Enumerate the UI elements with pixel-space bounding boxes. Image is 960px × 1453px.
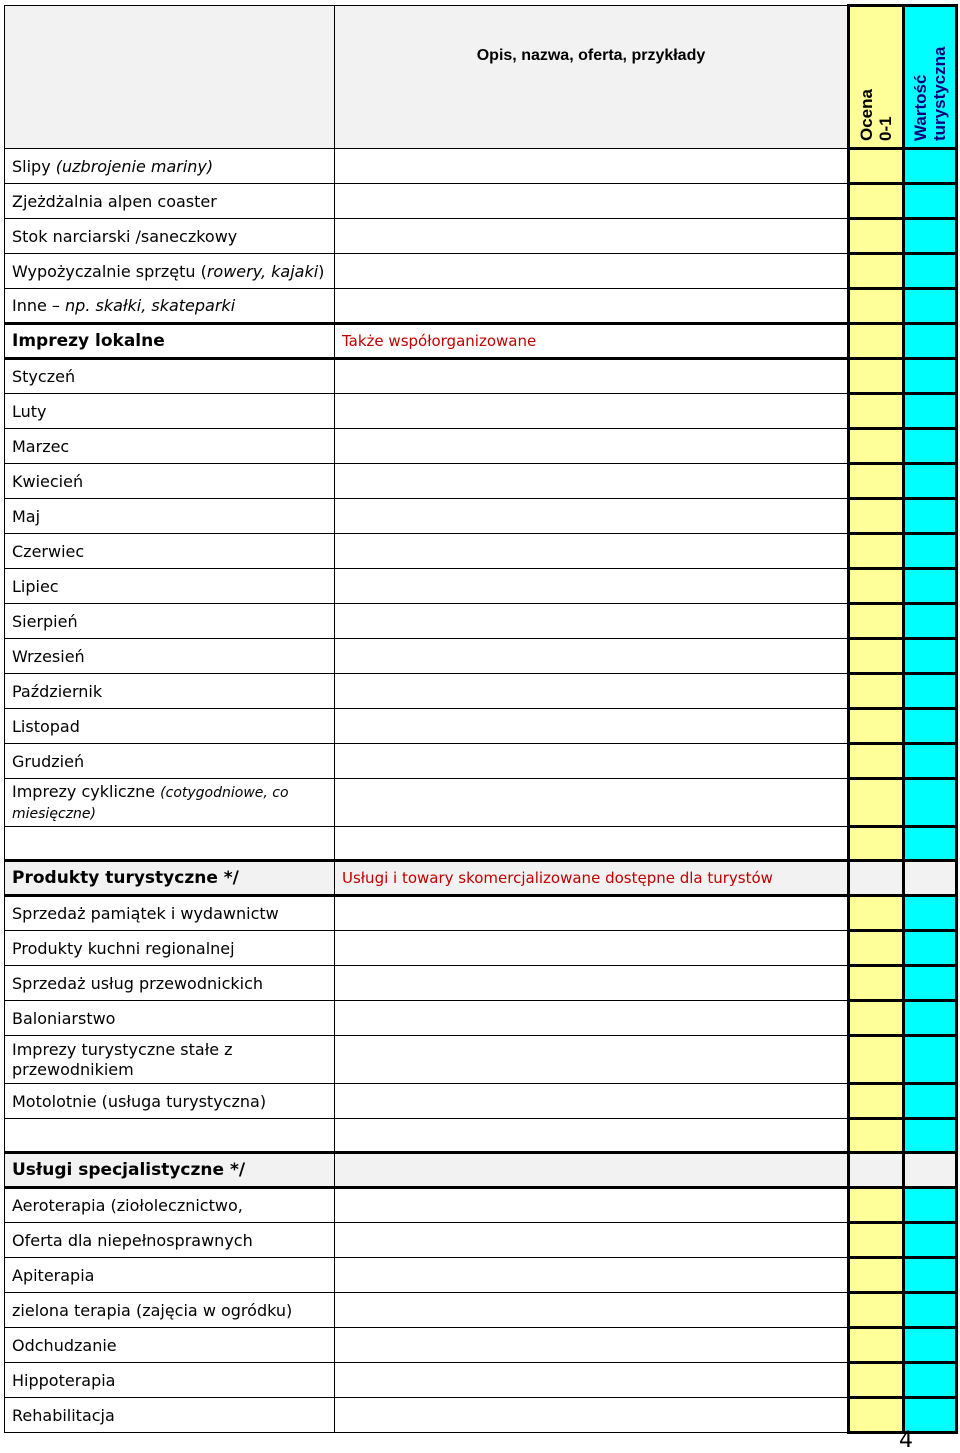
- section-header-row: [5, 1153, 957, 1188]
- spacer-row: [5, 1119, 957, 1153]
- section-header-row: [5, 324, 957, 359]
- value-cell[interactable]: [904, 896, 957, 931]
- month-label: Czerwiec: [5, 534, 335, 569]
- table-row: [5, 1363, 957, 1398]
- value-cell[interactable]: [904, 861, 957, 896]
- score-cell[interactable]: [849, 896, 904, 931]
- score-cell[interactable]: [849, 1084, 904, 1119]
- value-cell[interactable]: [904, 674, 957, 709]
- table-row: [5, 604, 957, 639]
- description-cell[interactable]: [335, 149, 849, 184]
- value-cell[interactable]: [904, 1036, 957, 1084]
- spacer-row: [5, 827, 957, 861]
- value-cell[interactable]: [904, 569, 957, 604]
- value-cell[interactable]: [904, 709, 957, 744]
- description-cell[interactable]: [335, 966, 849, 1001]
- value-cell[interactable]: [904, 149, 957, 184]
- value-cell[interactable]: [904, 289, 957, 324]
- description-cell[interactable]: [335, 1223, 849, 1258]
- row-label: Oferta dla niepełnosprawnych: [5, 1223, 335, 1258]
- row-label: Baloniarstwo: [5, 1001, 335, 1036]
- table-row: [5, 219, 957, 254]
- description-cell[interactable]: [335, 429, 849, 464]
- table-row: [5, 359, 957, 394]
- table-row: [5, 1036, 957, 1084]
- description-cell[interactable]: [335, 1398, 849, 1433]
- score-cell[interactable]: [849, 464, 904, 499]
- row-label: Odchudzanie: [5, 1328, 335, 1363]
- row-label: Wypożyczalnie sprzętu (rowery, kajaki): [5, 254, 335, 289]
- description-cell[interactable]: [335, 1258, 849, 1293]
- description-cell[interactable]: [335, 709, 849, 744]
- value-cell[interactable]: [904, 966, 957, 1001]
- table-row: [5, 254, 957, 289]
- table-row: [5, 1223, 957, 1258]
- value-cell[interactable]: [904, 744, 957, 779]
- description-cell[interactable]: [335, 184, 849, 219]
- description-cell[interactable]: [335, 674, 849, 709]
- month-label: Sierpień: [5, 604, 335, 639]
- description-cell[interactable]: [335, 744, 849, 779]
- month-label: Październik: [5, 674, 335, 709]
- row-label: Stok narciarski /saneczkowy: [5, 219, 335, 254]
- score-cell[interactable]: [849, 1036, 904, 1084]
- score-cell[interactable]: [849, 1258, 904, 1293]
- score-cell[interactable]: [849, 709, 904, 744]
- description-cell[interactable]: [335, 569, 849, 604]
- table-row: [5, 149, 957, 184]
- score-cell[interactable]: [849, 1223, 904, 1258]
- description-cell[interactable]: [335, 1363, 849, 1398]
- row-label: Imprezy cykliczne (cotygodniowe, co miesięczne): [5, 779, 335, 827]
- table-row: [5, 709, 957, 744]
- description-cell[interactable]: [335, 1001, 849, 1036]
- month-label: Styczeń: [5, 359, 335, 394]
- score-cell[interactable]: [849, 429, 904, 464]
- score-cell[interactable]: [849, 966, 904, 1001]
- score-cell[interactable]: [849, 1001, 904, 1036]
- row-label: Hippoterapia: [5, 1363, 335, 1398]
- table-row: [5, 499, 957, 534]
- value-cell[interactable]: [904, 499, 957, 534]
- score-cell[interactable]: [849, 1328, 904, 1363]
- table-row: [5, 779, 957, 827]
- score-cell[interactable]: [849, 1188, 904, 1223]
- tourism-assessment-table: [4, 4, 958, 1434]
- table-row: [5, 534, 957, 569]
- value-cell[interactable]: [904, 1153, 957, 1188]
- month-label: Kwiecień: [5, 464, 335, 499]
- score-cell[interactable]: [849, 1363, 904, 1398]
- value-cell[interactable]: [904, 1188, 957, 1223]
- score-cell[interactable]: [849, 604, 904, 639]
- table-row: [5, 429, 957, 464]
- value-cell[interactable]: [904, 1293, 957, 1328]
- value-cell[interactable]: [904, 394, 957, 429]
- row-label: zielona terapia (zajęcia w ogródku): [5, 1293, 335, 1328]
- value-cell[interactable]: [904, 1001, 957, 1036]
- value-cell[interactable]: [904, 219, 957, 254]
- description-cell[interactable]: [335, 1084, 849, 1119]
- description-cell[interactable]: [335, 499, 849, 534]
- row-label: Aeroterapia (ziołolecznictwo,: [5, 1188, 335, 1223]
- score-cell[interactable]: [849, 861, 904, 896]
- row-label: Slipy (uzbrojenie mariny): [5, 149, 335, 184]
- score-cell[interactable]: [849, 639, 904, 674]
- month-label: Lipiec: [5, 569, 335, 604]
- month-label: Luty: [5, 394, 335, 429]
- table-row: [5, 1293, 957, 1328]
- description-cell[interactable]: [335, 931, 849, 966]
- section-note: Usługi i towary skomercjalizowane dostępne dla turystów: [335, 861, 849, 896]
- table-row: [5, 289, 957, 324]
- score-cell[interactable]: [849, 674, 904, 709]
- description-cell[interactable]: [335, 254, 849, 289]
- description-cell[interactable]: [335, 219, 849, 254]
- table-row: [5, 464, 957, 499]
- header-value: [904, 6, 957, 149]
- spacer-cell: [5, 1119, 335, 1153]
- table-row: [5, 931, 957, 966]
- description-cell[interactable]: [335, 394, 849, 429]
- value-cell[interactable]: [904, 1119, 957, 1153]
- value-cell[interactable]: [904, 464, 957, 499]
- spacer-cell: [335, 1119, 849, 1153]
- month-label: Listopad: [5, 709, 335, 744]
- table-row: [5, 1001, 957, 1036]
- value-cell[interactable]: [904, 534, 957, 569]
- value-cell[interactable]: [904, 827, 957, 861]
- description-cell[interactable]: [335, 464, 849, 499]
- score-cell[interactable]: [849, 254, 904, 289]
- table-row: [5, 1328, 957, 1363]
- score-cell[interactable]: [849, 1153, 904, 1188]
- score-cell[interactable]: [849, 744, 904, 779]
- score-cell[interactable]: [849, 499, 904, 534]
- row-label: Inne – np. skałki, skateparki: [5, 289, 335, 324]
- row-label: Sprzedaż usług przewodnickich: [5, 966, 335, 1001]
- value-cell[interactable]: [904, 779, 957, 827]
- table-row: [5, 1188, 957, 1223]
- header-description: Opis, nazwa, oferta, przykłady: [335, 6, 849, 149]
- description-cell[interactable]: [335, 779, 849, 827]
- row-label: Imprezy turystyczne stałe z przewodnikiem: [5, 1036, 335, 1084]
- score-cell[interactable]: [849, 827, 904, 861]
- section-note: Także współorganizowane: [335, 324, 849, 359]
- table-row: [5, 1258, 957, 1293]
- header-score: [849, 6, 904, 149]
- header-blank-cell: [5, 6, 335, 149]
- month-label: Maj: [5, 499, 335, 534]
- score-cell[interactable]: [849, 219, 904, 254]
- score-cell[interactable]: [849, 289, 904, 324]
- table-row: [5, 184, 957, 219]
- value-cell[interactable]: [904, 931, 957, 966]
- description-cell[interactable]: [335, 534, 849, 569]
- value-cell[interactable]: [904, 1084, 957, 1119]
- header-row: [5, 6, 957, 149]
- table-row: [5, 394, 957, 429]
- description-cell[interactable]: [335, 604, 849, 639]
- month-label: Wrzesień: [5, 639, 335, 674]
- score-cell[interactable]: [849, 394, 904, 429]
- value-cell[interactable]: [904, 1328, 957, 1363]
- row-label: Produkty kuchni regionalnej: [5, 931, 335, 966]
- description-cell[interactable]: [335, 896, 849, 931]
- score-cell[interactable]: [849, 1398, 904, 1433]
- row-label: Apiterapia: [5, 1258, 335, 1293]
- table-row: [5, 896, 957, 931]
- table-row: [5, 639, 957, 674]
- spacer-cell: [5, 827, 335, 861]
- section-note-empty: [335, 1153, 849, 1188]
- value-cell[interactable]: [904, 429, 957, 464]
- score-cell[interactable]: [849, 149, 904, 184]
- description-cell[interactable]: [335, 1188, 849, 1223]
- score-cell[interactable]: [849, 534, 904, 569]
- section-title-produkty: Produkty turystyczne */: [5, 861, 335, 896]
- section-title-imprezy-lokalne: Imprezy lokalne: [5, 324, 335, 359]
- section-header-row: [5, 861, 957, 896]
- description-cell[interactable]: [335, 1036, 849, 1084]
- table-row: [5, 744, 957, 779]
- description-cell[interactable]: [335, 639, 849, 674]
- score-cell[interactable]: [849, 931, 904, 966]
- value-cell[interactable]: [904, 359, 957, 394]
- score-cell[interactable]: [849, 324, 904, 359]
- description-cell[interactable]: [335, 1293, 849, 1328]
- score-cell[interactable]: [849, 359, 904, 394]
- value-cell[interactable]: [904, 1363, 957, 1398]
- score-cell[interactable]: [849, 569, 904, 604]
- value-cell[interactable]: [904, 324, 957, 359]
- month-label: Grudzień: [5, 744, 335, 779]
- value-cell[interactable]: [904, 1223, 957, 1258]
- row-label: Rehabilitacja: [5, 1398, 335, 1433]
- row-label: Motolotnie (usługa turystyczna): [5, 1084, 335, 1119]
- value-cell[interactable]: [904, 604, 957, 639]
- row-label: Sprzedaż pamiątek i wydawnictw: [5, 896, 335, 931]
- value-heading: Wartość turystyczna: [911, 46, 949, 141]
- page-number: 4: [899, 1428, 913, 1453]
- score-cell[interactable]: [849, 779, 904, 827]
- table-row: [5, 674, 957, 709]
- row-label: Zjeżdżalnia alpen coaster: [5, 184, 335, 219]
- score-cell[interactable]: [849, 184, 904, 219]
- section-title-uslugi: Usługi specjalistyczne */: [5, 1153, 335, 1188]
- spacer-cell: [335, 827, 849, 861]
- table-row: [5, 569, 957, 604]
- assessment-sheet: [4, 4, 958, 1434]
- table-row: [5, 966, 957, 1001]
- value-cell[interactable]: [904, 254, 957, 289]
- score-cell[interactable]: [849, 1119, 904, 1153]
- table-row: [5, 1084, 957, 1119]
- description-cell[interactable]: [335, 1328, 849, 1363]
- value-cell[interactable]: [904, 184, 957, 219]
- value-cell[interactable]: [904, 639, 957, 674]
- description-cell[interactable]: [335, 359, 849, 394]
- value-cell[interactable]: [904, 1258, 957, 1293]
- score-cell[interactable]: [849, 1293, 904, 1328]
- month-label: Marzec: [5, 429, 335, 464]
- table-row: [5, 1398, 957, 1433]
- score-heading: Ocena 0-1: [857, 89, 895, 141]
- description-cell[interactable]: [335, 289, 849, 324]
